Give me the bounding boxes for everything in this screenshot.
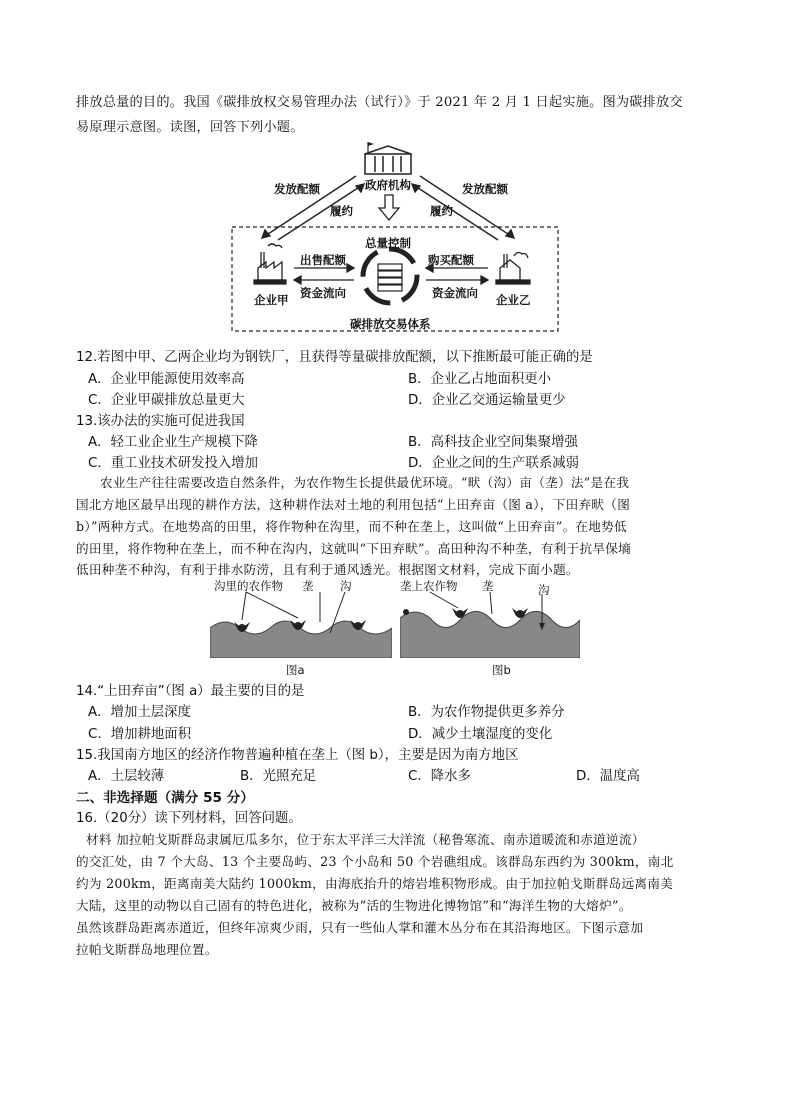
- quota-cycle-icon: [363, 249, 417, 303]
- figure-b: [400, 578, 580, 678]
- q14-option-d: D．减少土壤湿度的变化: [408, 727, 553, 742]
- material-line-3: 约为 200km，距离南美大陆约 1000km，由海底抬升的熔岩堆积物形成。由于加拉帕戈斯群岛远离南美: [76, 876, 674, 891]
- figure-a-caption: 图a: [286, 663, 305, 677]
- intro-line-2: 易原理示意图。读图，回答下列小题。: [76, 120, 304, 135]
- right-fulfill-label: 履约: [430, 204, 453, 218]
- q15-option-a: A．土层较薄: [88, 769, 165, 784]
- question-12-stem: 12.若图中甲、乙两企业均为钢铁厂，且获得等量碳排放配额，以下推断最可能正确的是: [76, 350, 593, 365]
- q14-option-b: B．为农作物提供更多养分: [408, 705, 565, 720]
- passage-line-4: 的田里，将作物种在垄上，而不种在沟内，这就叫“下田弃畎”。高田种沟不种垄，有利于抗旱保墒: [76, 541, 632, 556]
- question-13-stem: 13.该办法的实施可促进我国: [76, 414, 245, 429]
- figure-a-ridge-label: 垄: [302, 579, 314, 593]
- enterprise-b-label: 企业乙: [496, 293, 531, 307]
- down-arrow-icon: [379, 195, 399, 220]
- factory-icon-right: [496, 252, 530, 284]
- q12-option-b: B．企业乙占地面积更小: [408, 372, 552, 387]
- material-line-1: 材料 加拉帕戈斯群岛隶属厄瓜多尔，位于东太平洋三大洋流（秘鲁寒流、南赤道暖流和赤道逆流）: [86, 832, 645, 847]
- sell-quota-label: 出售配额: [300, 253, 346, 267]
- total-control-label: 总量控制: [365, 236, 411, 250]
- q15-option-b: B．光照充足: [240, 769, 317, 784]
- passage-line-1: 农业生产往往需要改造自然条件，为农作物生长提供最优环境。“畎（沟）亩（垄）法”是在我: [100, 475, 630, 490]
- figure-a-crop-label: 沟里的农作物: [214, 579, 283, 593]
- passage-line-3: b）”两种方式。在地势高的田里，将作物种在沟里，而不种在垄上，这叫做“上田弃亩”。在地势低: [76, 519, 627, 534]
- buy-quota-label: 购买配额: [428, 253, 474, 267]
- material-line-2: 的交汇处，由 7 个大岛、13 个主要岛屿、23 个小岛和 50 个岩礁组成。该群岛东西约为 300km，南北: [76, 854, 674, 869]
- passage-line-5: 低田种垄不种沟，有利于排水防涝，且有利于通风透光。根据图文材料，完成下面小题。: [76, 562, 579, 577]
- figure-a: [210, 578, 392, 678]
- q15-option-d: D．温度高: [576, 769, 640, 784]
- government-label: 政府机构: [365, 178, 411, 192]
- left-fulfill-label: 履约: [330, 204, 353, 218]
- q13-option-a: A．轻工业企业生产规模下降: [88, 435, 258, 450]
- fund-flow-right-label: 资金流向: [432, 286, 478, 300]
- question-16-stem: 16.（20分）读下列材料，回答问题。: [76, 811, 302, 826]
- q13-option-d: D．企业之间的生产联系减弱: [408, 456, 579, 471]
- government-building-icon: [365, 142, 411, 174]
- material-line-5: 虽然该群岛距离赤道近，但终年凉爽少雨，只有一些仙人掌和灌木丛分布在其沿海地区。下图示意加: [76, 920, 644, 935]
- figure-b-crop-label: 垄上农作物: [400, 579, 458, 593]
- figure-b-ridge-label: 垄: [482, 579, 494, 593]
- system-label: 碳排放交易体系: [350, 317, 431, 331]
- intro-line-1: 排放总量的目的。我国《碳排放权交易管理办法（试行）》于 2021 年 2 月 1 日起实施。图为碳排放交: [76, 95, 683, 110]
- q15-option-c: C．降水多: [408, 769, 471, 784]
- section-2-heading: 二、非选择题（满分 55 分）: [76, 790, 254, 806]
- material-line-6: 拉帕戈斯群岛地理位置。: [76, 942, 218, 957]
- left-issue-label: 发放配额: [274, 182, 320, 196]
- material-line-4: 大陆，这里的动物以自己固有的特色进化，被称为“活的生物进化博物馆”和“海洋生物的大熔炉”。: [76, 898, 632, 913]
- figure-b-caption: 图b: [492, 663, 511, 677]
- q14-option-a: A．增加土层深度: [88, 705, 191, 720]
- q12-option-c: C．企业甲碳排放总量更大: [88, 393, 245, 408]
- factory-icon-left: [254, 244, 286, 284]
- enterprise-a-label: 企业甲: [254, 293, 289, 307]
- figure-b-ditch-label: 沟: [538, 583, 550, 597]
- figure-a-ditch-label: 沟: [340, 579, 352, 593]
- carbon-trading-diagram: [228, 140, 562, 340]
- q12-option-d: D．企业乙交通运输量更少: [408, 393, 566, 408]
- right-issue-label: 发放配额: [462, 182, 508, 196]
- q13-option-c: C．重工业技术研发投入增加: [88, 456, 259, 471]
- q14-option-c: C．增加耕地面积: [88, 727, 192, 742]
- passage-line-2: 国北方地区最早出现的耕作方法，这种耕作法对土地的利用包括“上田弃亩（图 a），下田弃畎（图: [76, 497, 631, 512]
- fund-flow-left-label: 资金流向: [300, 286, 346, 300]
- q13-option-b: B．高科技企业空间集聚增强: [408, 435, 578, 450]
- question-14-stem: 14.“上田弃亩”（图 a）最主要的目的是: [76, 684, 305, 699]
- question-15-stem: 15.我国南方地区的经济作物普遍种植在垄上（图 b），主要是因为南方地区: [76, 748, 519, 763]
- q12-option-a: A．企业甲能源使用效率高: [88, 372, 245, 387]
